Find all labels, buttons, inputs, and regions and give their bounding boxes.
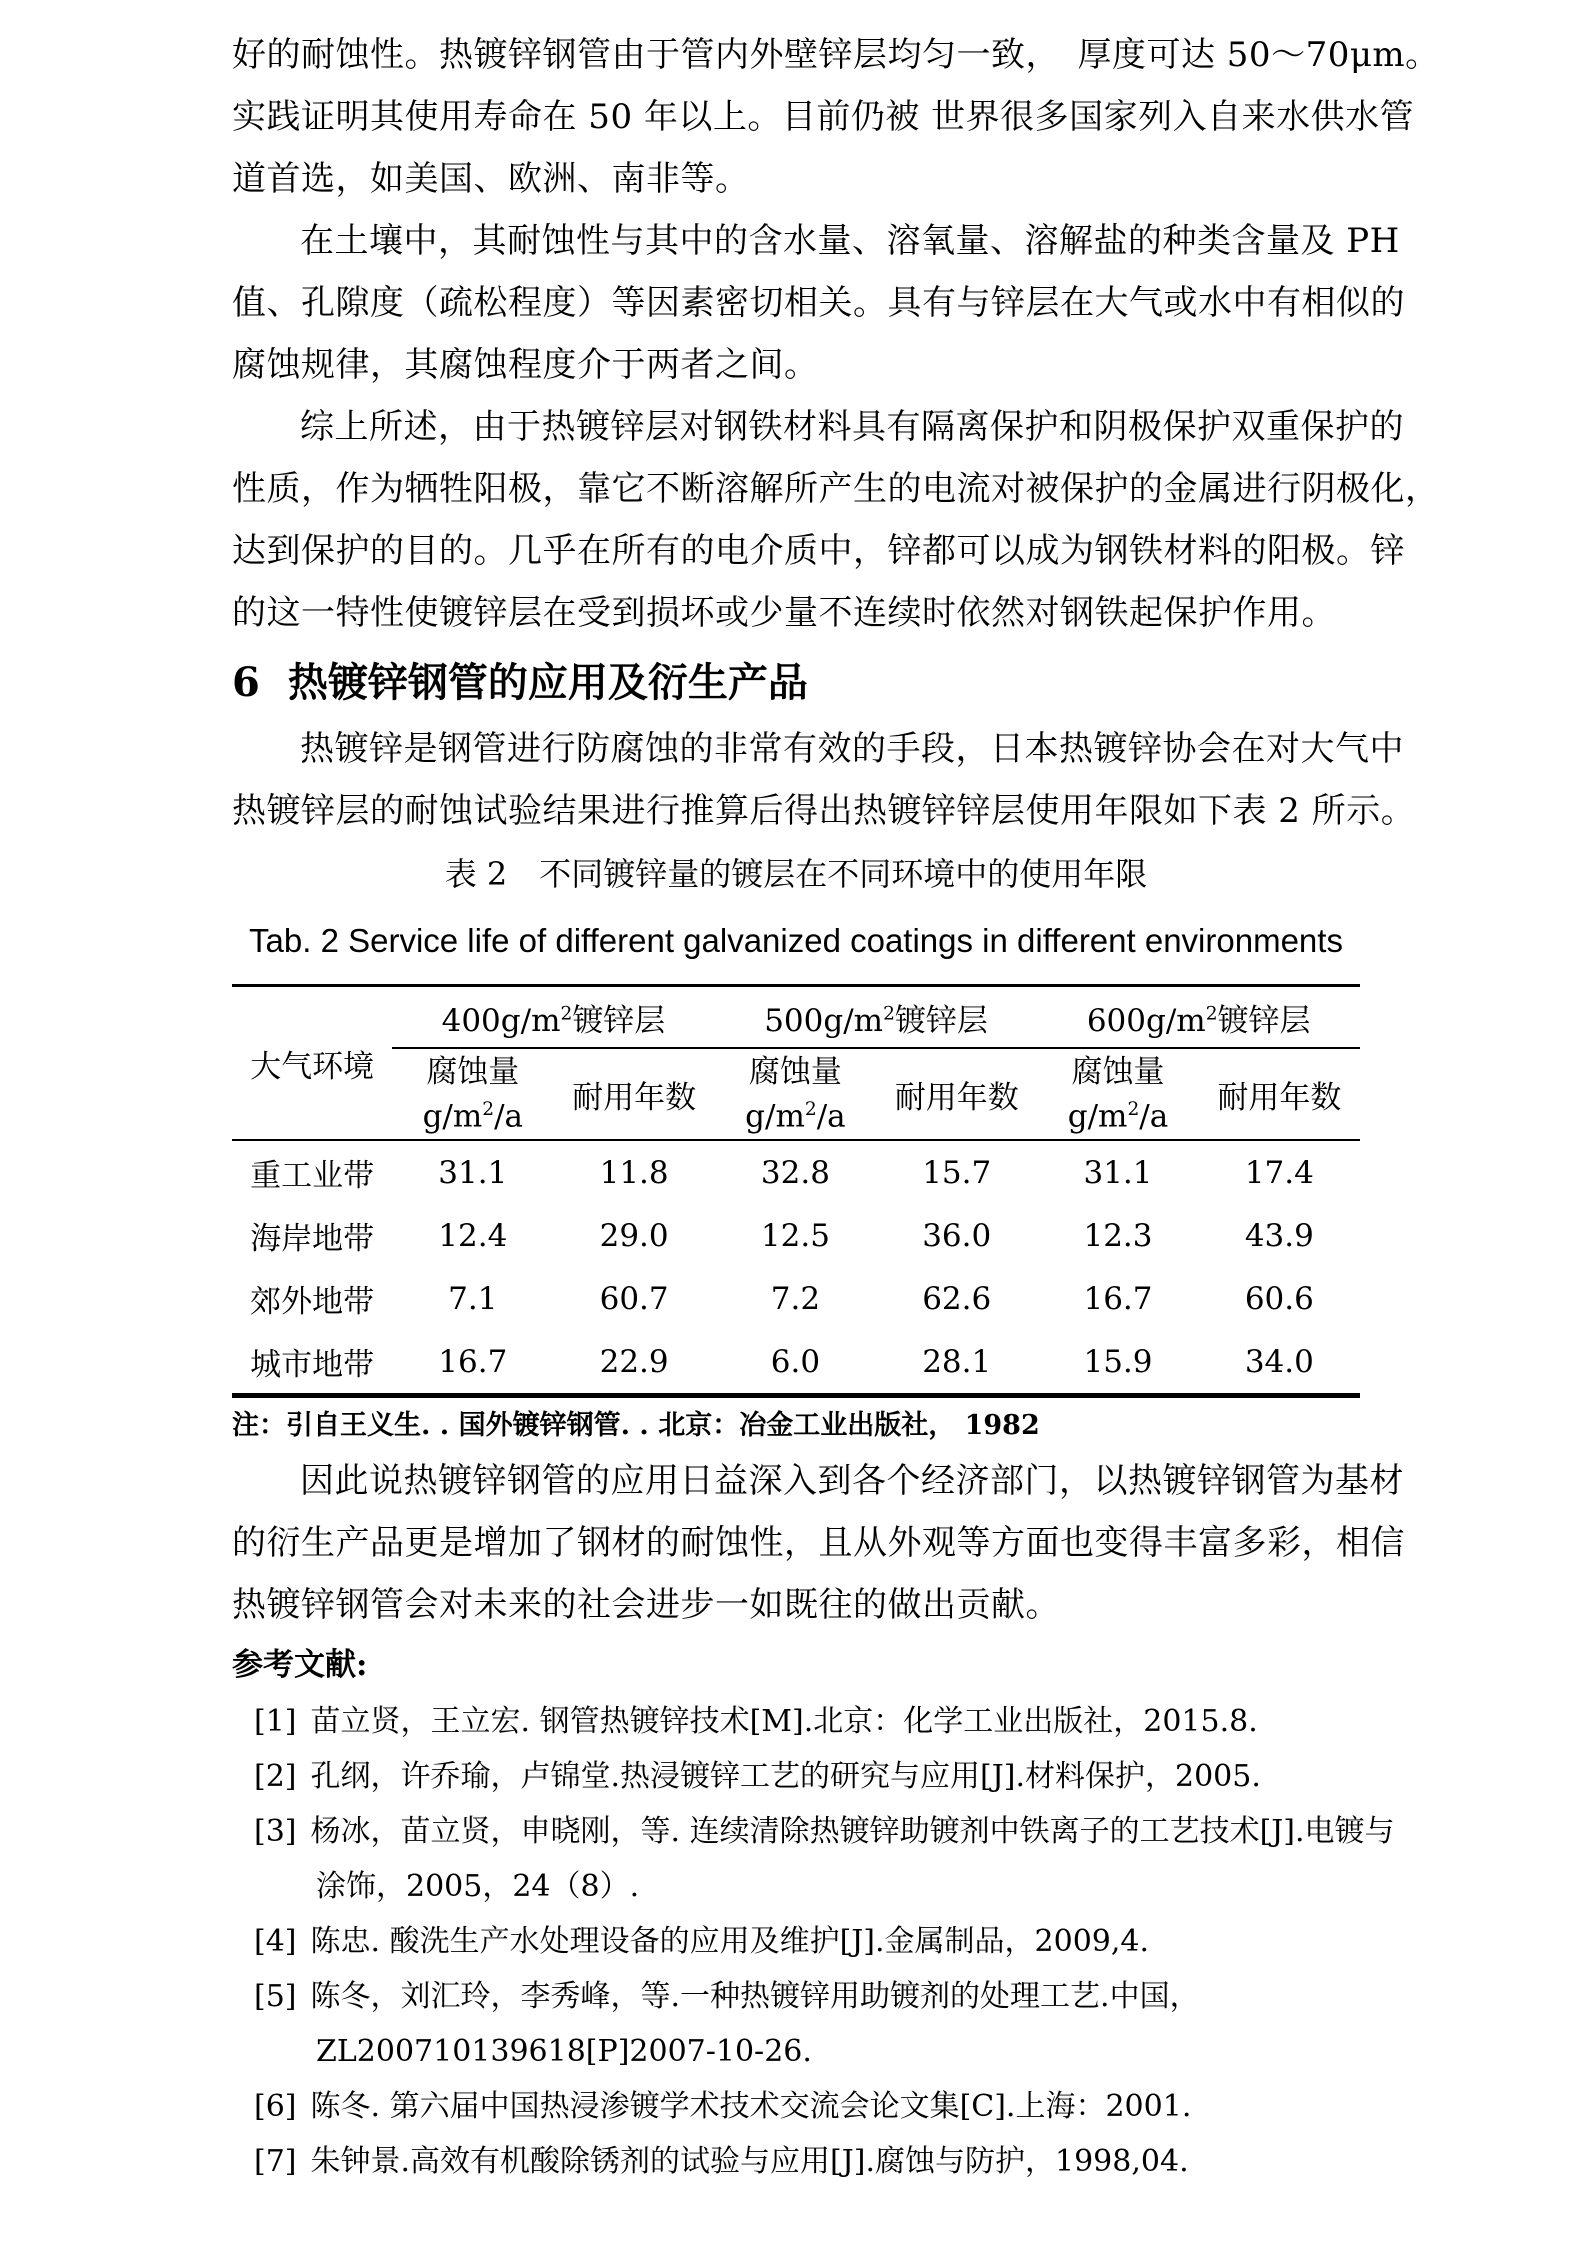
table-cell: 7.2 [770,1280,821,1317]
table-cell: 62.6 [922,1280,992,1317]
table-row [232,1267,1360,1330]
row-header-atmosphere-env: 大气环境 [232,986,392,1141]
column-header-service-life: 耐用年数 [553,1048,714,1140]
reference-label: [2] [254,1759,297,1794]
env-cell: 城市地带 [250,1347,375,1383]
column-header-service-life: 耐用年数 [876,1048,1037,1140]
section-title: 热镀锌钢管的应用及衍生产品 [287,659,808,706]
table-group-header-row [232,986,1360,1049]
reference-item: [4] 陈忠. 酸洗生产水处理设备的应用及维护[J].金属制品，2009,4. [254,1924,1150,1959]
table-cell: 60.6 [1244,1280,1314,1317]
body-line: 热镀锌层的耐蚀试验结果进行推算后得出热镀锌锌层使用年限如下表 2 所示。 [232,791,1416,831]
table-cell: 29.0 [599,1217,669,1254]
page-content [232,24,1440,2189]
column-group-400: $400g/m^2$镀锌层 [392,986,715,1049]
service-life-table [232,984,1360,1398]
body-line: 道首选，如美国、欧洲、南非等。 [232,159,750,199]
table-cell: 32.8 [760,1154,830,1191]
section-number: 6 [232,659,260,706]
env-cell: 郊外地带 [250,1284,375,1320]
paragraph-application-intro [232,718,1416,842]
reference-item: [6] 陈冬. 第六届中国热浸渗镀学术技术交流会论文集[C].上海：2001. [254,2089,1192,2124]
body-line: 实践证明其使用寿命在 50 年以上。目前仍被 世界很多国家列入自来水供水管 [232,97,1415,137]
table-cell: 60.7 [599,1280,669,1317]
table-cell: 17.4 [1244,1154,1314,1191]
column-group-500: $500g/m^2$镀锌层 [715,986,1038,1049]
reference-item: [3] 杨冰，苗立贤，申晓刚，等. 连续清除热镀锌助镀剂中铁离子的工艺技术[J].电镀与 [254,1814,1395,1849]
reference-item: [5] 陈冬，刘汇玲，李秀峰，等.一种热镀锌用助镀剂的处理工艺.中国， [254,1979,1200,2014]
table-cell: 28.1 [922,1343,992,1380]
table-cell: 16.7 [1083,1280,1153,1317]
env-cell: 海岸地带 [250,1221,375,1257]
section-heading [232,648,1360,718]
column-header-corrosion: 腐蚀量 $g/m^2/a$ [392,1048,553,1140]
table-row [232,1204,1360,1267]
table-cell: 12.4 [438,1217,508,1254]
body-line: 腐蚀规律，其腐蚀程度介于两者之间。 [232,345,819,385]
column-header-corrosion: 腐蚀量 $g/m^2/a$ [1037,1048,1198,1140]
reference-item-continuation: 涂饰，2005，24（8）. [316,1869,640,1904]
reference-label: [4] [254,1924,297,1959]
body-line: 的衍生产品更是增加了钢材的耐蚀性，且从外观等方面也变得丰富多彩，相信 [232,1523,1405,1563]
table-row [232,1330,1360,1396]
table-cell: 15.9 [1083,1343,1153,1380]
table-cell: 7.1 [448,1280,498,1317]
references-heading: 参考文献: [232,1647,368,1683]
table-cell: 34.0 [1244,1343,1314,1380]
table-cell: 6.0 [770,1343,821,1380]
table-note: 注：引自王义生. . 国外镀锌钢管. . 北京：冶金工业出版社， 1982 [232,1410,1040,1441]
body-line: 值、孔隙度（疏松程度）等因素密切相关。具有与锌层在大气或水中有相似的 [232,283,1405,323]
table-cell: 12.3 [1083,1217,1153,1254]
references-list [232,1694,1395,2189]
reference-label: [3] [254,1814,297,1849]
table-caption-en: Tab. 2 Service life of different galvanized coatings in different environments [249,922,1343,959]
reference-item: [7] 朱钟景.高效有机酸除锈剂的试验与应用[J].腐蚀与防护，1998,04. [254,2144,1189,2179]
table-cell: 22.9 [599,1343,669,1380]
table-cell: 31.1 [438,1154,508,1191]
body-line: 热镀锌是钢管进行防腐蚀的非常有效的手段，日本热镀锌协会在对大气中 [300,729,1404,769]
table-cell: 36.0 [922,1217,992,1254]
body-line: 的这一特性使镀锌层在受到损坏或少量不连续时依然对钢铁起保护作用。 [232,593,1336,633]
table-cell: 12.5 [760,1217,830,1254]
body-line: 好的耐蚀性。热镀锌钢管由于管内外壁锌层均匀一致， 厚度可达 50～70μm。 [232,35,1440,75]
table-caption-zh: 表 2 不同镀锌量的镀层在不同环境中的使用年限 [444,855,1148,893]
column-group-600: $600g/m^2$镀锌层 [1037,986,1360,1049]
body-line: 热镀锌钢管会对未来的社会进步一如既往的做出贡献。 [232,1585,1060,1625]
table-cell: 16.7 [438,1343,508,1380]
body-line: 达到保护的目的。几乎在所有的电介质中，锌都可以成为钢铁材料的阳极。锌 [232,531,1405,571]
paragraph-soil-corrosion [232,210,1405,396]
table-row [232,1140,1360,1204]
table-cell: 43.9 [1244,1217,1314,1254]
reference-item: [2] 孔纲，许乔瑜，卢锦堂.热浸镀锌工艺的研究与应用[J].材料保护，2005. [254,1759,1261,1794]
body-line: 性质，作为牺牲阳极，靠它不断溶解所产生的电流对被保护的金属进行阴极化， [232,469,1440,509]
reference-label: [7] [254,2144,297,2179]
table-cell: 15.7 [922,1154,992,1191]
body-line: 在土壤中，其耐蚀性与其中的含水量、溶氧量、溶解盐的种类含量及 PH [300,221,1400,261]
paragraph-corrosion-resistance [232,24,1440,210]
table-sub-header-row [232,1048,1360,1140]
reference-item-continuation: ZL200710139618[P]2007-10-26. [316,2034,812,2069]
table-cell: 31.1 [1083,1154,1153,1191]
paragraph-conclusion [232,1450,1405,1636]
body-line: 综上所述，由于热镀锌层对钢铁材料具有隔离保护和阴极保护双重保护的 [300,407,1404,447]
reference-label: [1] [254,1704,297,1739]
reference-label: [6] [254,2089,297,2124]
table-cell: 11.8 [599,1154,669,1191]
column-header-service-life: 耐用年数 [1199,1048,1360,1140]
column-header-corrosion: 腐蚀量 $g/m^2/a$ [715,1048,876,1140]
env-cell: 重工业带 [250,1158,375,1194]
body-line: 因此说热镀锌钢管的应用日益深入到各个经济部门，以热镀锌钢管为基材 [300,1461,1404,1501]
reference-label: [5] [254,1979,297,2014]
reference-item: [1] 苗立贤，王立宏. 钢管热镀锌技术[M].北京：化学工业出版社，2015.8. [254,1704,1258,1739]
paragraph-summary-protection [232,396,1440,644]
